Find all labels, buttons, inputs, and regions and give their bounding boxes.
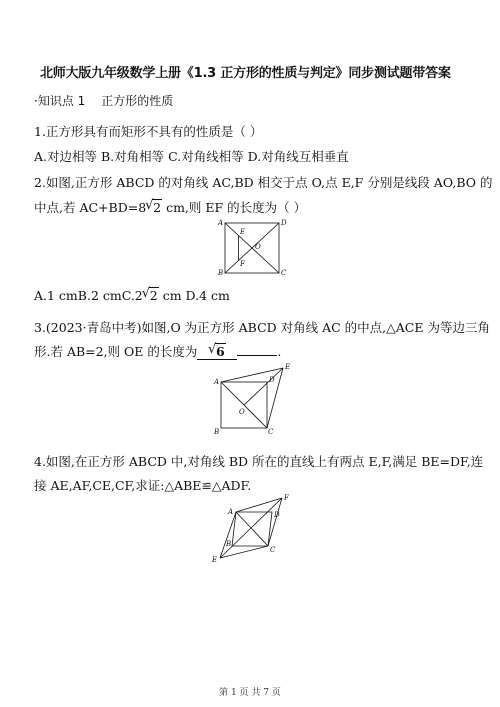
- label-C: C: [281, 269, 287, 277]
- radicand: 6: [216, 344, 225, 359]
- section-heading: [34, 92, 173, 109]
- sqrt-expression: √ 2: [145, 198, 162, 215]
- label-B: B: [226, 540, 232, 548]
- blank-line: [237, 355, 277, 356]
- label-A: A: [218, 219, 224, 227]
- answer-blank: [197, 344, 237, 360]
- q1-options: A.对边相等 B.对角相等 C.对角线相等 D.对角线互相垂直: [34, 149, 349, 164]
- label-B: B: [214, 428, 220, 436]
- label-E: E: [240, 228, 246, 236]
- sqrt-expression: √ 2: [141, 286, 158, 303]
- q2-stem-line2-b: cm,则 EF 的长度为（ ）: [162, 200, 307, 215]
- page-title: 北师大版九年级数学上册《1.3 正方形的性质与判定》同步测试题带答案: [40, 66, 451, 81]
- q2-options: [34, 288, 230, 303]
- q3-figure: [205, 360, 305, 440]
- label-A: A: [214, 378, 220, 386]
- q3-stem-line1: 3.(2023·青岛中考)如图,O 为正方形 ABCD 对角线 AC 的中点,△ACE 为等边三角: [34, 320, 490, 335]
- label-F: F: [284, 494, 289, 502]
- label-C: C: [268, 428, 274, 436]
- label-O: O: [255, 243, 261, 251]
- label-C: C: [270, 546, 276, 554]
- label-B: B: [218, 269, 224, 277]
- label-E: E: [285, 363, 291, 371]
- q2-options-b: cm D.4 cm: [158, 288, 230, 303]
- page-footer: 第 1 页 共 7 页: [219, 688, 281, 698]
- label-O: O: [239, 408, 245, 416]
- section-name: 正方形的性质: [101, 94, 174, 108]
- q2-figure: [215, 217, 295, 281]
- radicand: 2: [149, 288, 158, 303]
- label-A: A: [228, 508, 234, 516]
- q2-stem-line2: [34, 198, 306, 216]
- label-E: E: [212, 556, 218, 564]
- q4-stem-line1: 4.如图,在正方形 ABCD 中,对角线 BD 所在的直线上有两点 E,F,满足 BE=DF,连: [34, 454, 484, 469]
- q2-stem-line2-a: 中点,若 AC+BD=8: [34, 200, 147, 215]
- label-D: D: [274, 511, 280, 519]
- q2-stem-line1: 2.如图,正方形 ABCD 的对角线 AC,BD 相交于点 O,点 E,F 分别是线段 AO,BO 的: [34, 175, 493, 190]
- radicand: 2: [153, 200, 162, 215]
- label-F: F: [240, 260, 245, 268]
- q1-stem: 1.正方形具有而矩形不具有的性质是（ ）: [34, 124, 263, 139]
- q2-options-a: A.1 cmB.2 cmC.2: [34, 288, 143, 303]
- label-D: D: [269, 376, 275, 384]
- q4-figure: [200, 492, 300, 566]
- q3-stem-line2-a: 形.若 AB=2,则 OE 的长度为: [34, 344, 198, 359]
- label-D: D: [281, 219, 287, 227]
- sqrt-expression: √ 6: [208, 342, 225, 359]
- q3-stem-line2: [34, 342, 281, 360]
- section-number: ·知识点 1: [34, 94, 86, 108]
- q3-stem-line2-b: .: [277, 344, 282, 359]
- q4-stem-line2: 接 AE,AF,CE,CF,求证:△ABE≌△ADF.: [34, 478, 252, 493]
